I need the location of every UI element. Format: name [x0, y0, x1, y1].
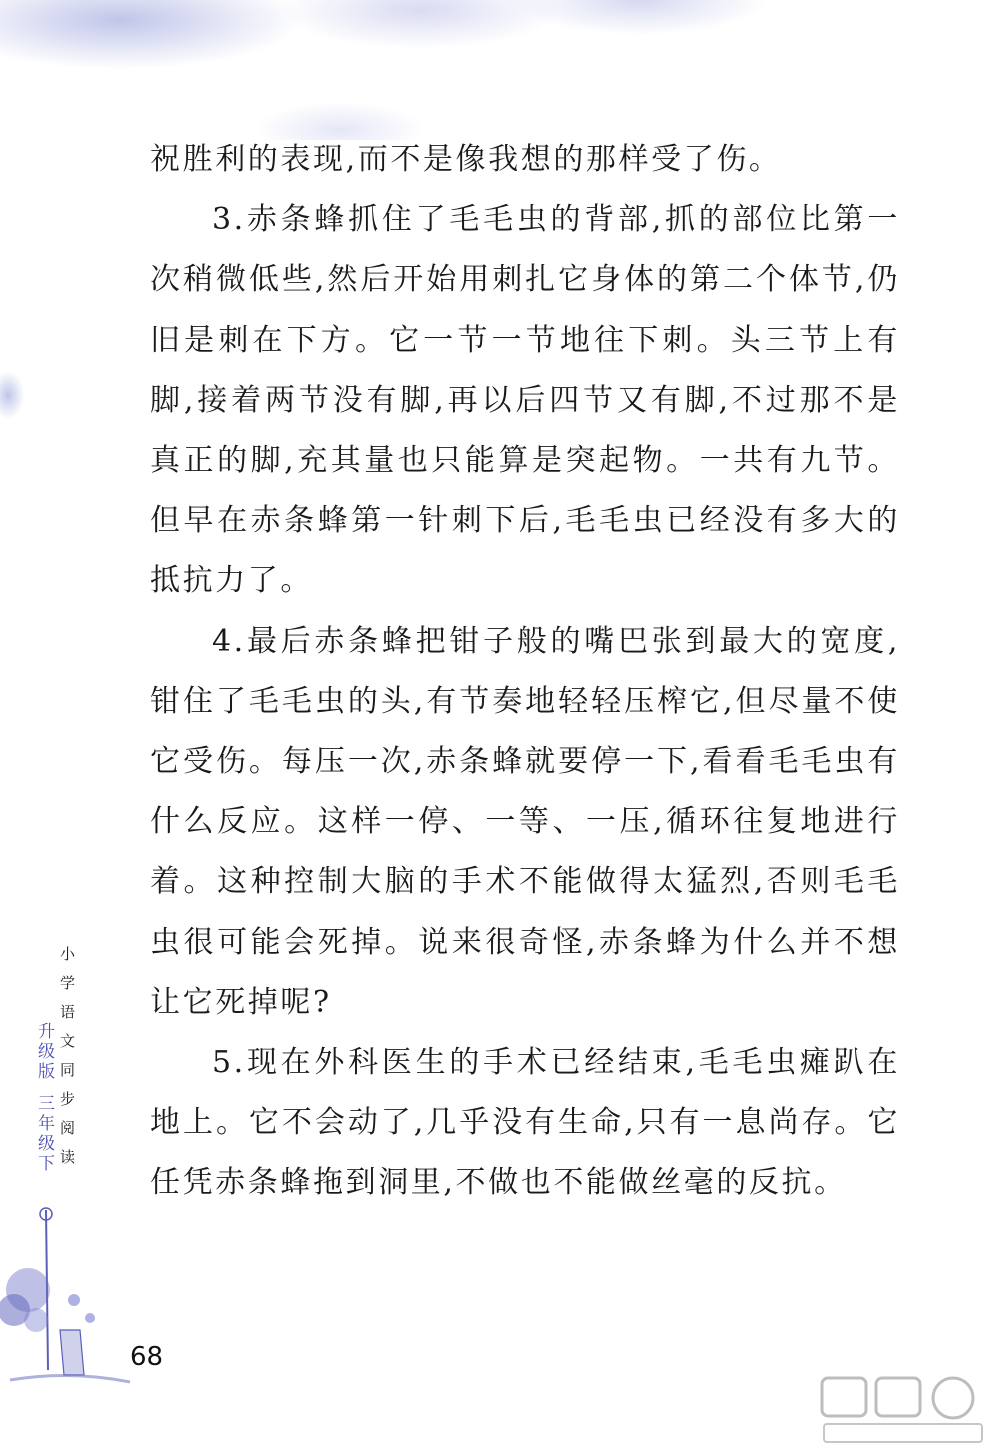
series-title-vertical — [60, 940, 75, 1172]
series-char: 学 — [60, 974, 76, 992]
series-char: 读 — [60, 1148, 76, 1166]
edition-char: 三 — [38, 1094, 55, 1114]
series-char: 同 — [60, 1061, 76, 1079]
series-char: 文 — [60, 1032, 76, 1050]
watermark-logo — [818, 1372, 988, 1448]
series-char: 步 — [60, 1090, 76, 1108]
flower-illustration — [0, 1200, 140, 1390]
watercolor-sky-decoration — [0, 0, 1000, 140]
edition-char: 级 — [38, 1042, 55, 1062]
paragraph-4: 4.最后赤条蜂把钳子般的嘴巴张到最大的宽度,钳住了毛毛虫的头,有节奏地轻轻压榨它,但尽量不使它受伤。每压一次,赤条蜂就要停一下,看看毛毛虫有什么反应。这样一停、一等、一压,循环往复地进行着。这种控制大脑的手术不能做得太猛烈,否则毛毛虫很可能会死掉。说来很奇怪,赤条蜂为什么并不想让它死掉呢? — [150, 623, 900, 1020]
body-text — [150, 130, 900, 1214]
paragraph-5: 5.现在外科医生的手术已经结束,毛毛虫瘫趴在地上。它不会动了,几乎没有生命,只有一息尚存。它任凭赤条蜂拖到洞里,不做也不能做丝毫的反抗。 — [150, 1045, 900, 1201]
edition-char: 下 — [38, 1154, 55, 1174]
edition-char: 升 — [38, 1022, 55, 1042]
edition-char: 版 — [38, 1062, 55, 1082]
paragraph-continued: 祝胜利的表现,而不是像我想的那样受了伤。 — [150, 142, 782, 177]
page-number: 68 — [130, 1342, 164, 1372]
series-char: 语 — [60, 1003, 76, 1021]
edition-char: 级 — [38, 1134, 55, 1154]
paragraph-3: 3.赤条蜂抓住了毛毛虫的背部,抓的部位比第一次稍微低些,然后开始用刺扎它身体的第二个体节,仍旧是刺在下方。它一节一节地往下刺。头三节上有脚,接着两节没有脚,再以后四节又有脚,不过那不是真正的脚,充其量也只能算是突起物。一共有九节。但早在赤条蜂第一针刺下后,毛毛虫已经没有多大的抵抗力了。 — [150, 202, 900, 599]
edition-char: 年 — [38, 1114, 55, 1134]
series-char: 阅 — [60, 1119, 76, 1137]
edition-label-vertical — [38, 1022, 55, 1174]
series-char: 小 — [60, 945, 76, 963]
watercolor-smudge-decoration — [0, 360, 30, 430]
